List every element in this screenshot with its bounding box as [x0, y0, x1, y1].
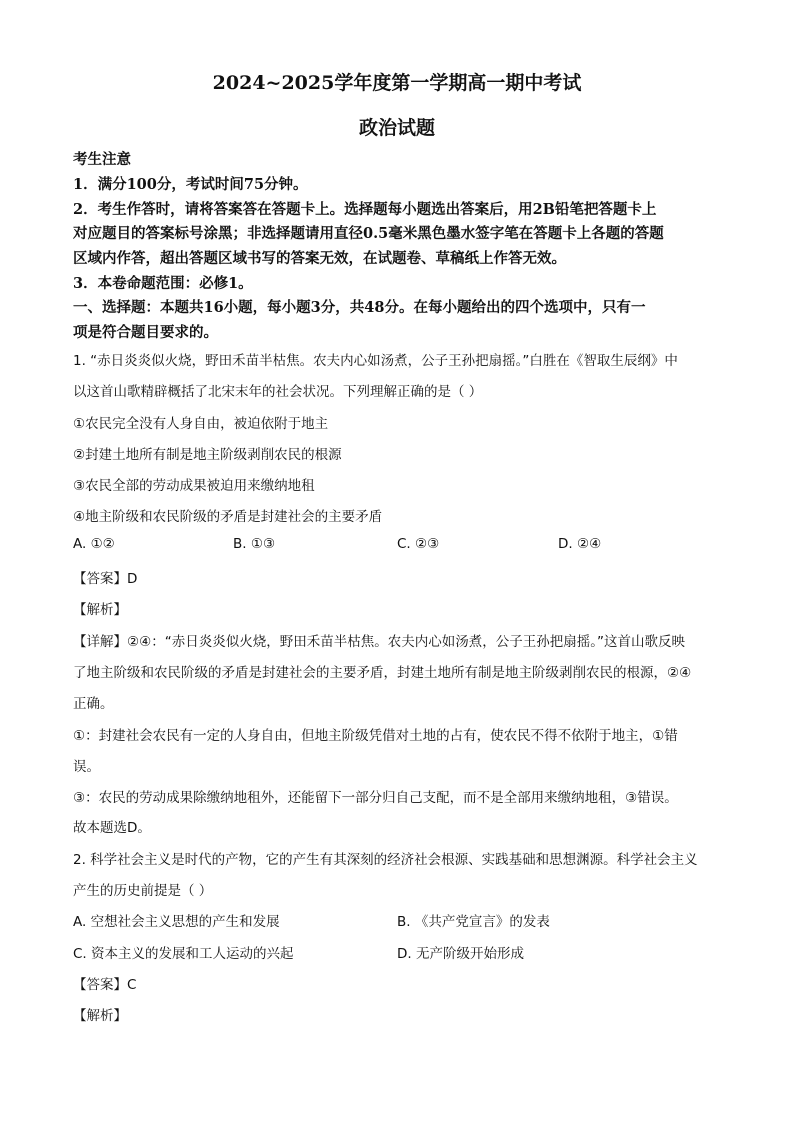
q1-detail-line-3: 正确。: [73, 696, 114, 712]
notice-heading: 考生注意: [73, 151, 131, 168]
q1-answer: 【答案】D: [73, 571, 138, 587]
q2-stem-line-1: 2. 科学社会主义是时代的产物，它的产生有其深刻的经济社会根源、实践基础和思想渊源。科学社会主义: [73, 852, 698, 868]
q1-option-b: B. ①③: [233, 536, 276, 552]
q1-statement-1: ①农民完全没有人身自由，被迫依附于地主: [73, 416, 329, 432]
exam-title: 2024~2025学年度第一学期高一期中考试: [212, 72, 582, 94]
q2-analysis-label: 【解析】: [73, 1008, 127, 1024]
q1-explain-1-line-2: 误。: [73, 759, 100, 775]
notice-item-3: 3．本卷命题范围：必修1。: [73, 275, 253, 292]
q2-option-b: B. 《共产党宣言》的发表: [397, 914, 550, 930]
q2-option-c: C. 资本主义的发展和工人运动的兴起: [73, 946, 294, 962]
notice-item-2-line-2: 对应题目的答案标号涂黑；非选择题请用直径0.5毫米黑色墨水签字笔在答题卡上各题的答题: [73, 225, 664, 242]
q2-option-d: D. 无产阶级开始形成: [397, 946, 524, 962]
q2-option-a: A. 空想社会主义思想的产生和发展: [73, 914, 280, 930]
exam-subtitle: 政治试题: [358, 117, 435, 139]
q1-statement-3: ③农民全部的劳动成果被迫用来缴纳地租: [73, 478, 315, 494]
q1-explain-1-line-1: ①：封建社会农民有一定的人身自由，但地主阶级凭借对土地的占有，使农民不得不依附于地主，①错: [73, 728, 678, 744]
q1-option-a: A. ①②: [73, 536, 115, 552]
q1-explain-3: ③：农民的劳动成果除缴纳地租外，还能留下一部分归自己支配，而不是全部用来缴纳地租，③错误。: [73, 790, 678, 806]
q2-stem-line-2: 产生的历史前提是（ ）: [73, 883, 213, 899]
q1-detail-line-1: 【详解】②④：“赤日炎炎似火烧，野田禾苗半枯焦。农夫内心如汤煮，公子王孙把扇摇。”这首山歌反映: [73, 634, 685, 650]
q1-analysis-label: 【解析】: [73, 602, 127, 618]
notice-item-2-line-3: 区域内作答，超出答题区域书写的答案无效，在试题卷、草稿纸上作答无效。: [73, 250, 566, 267]
q1-option-c: C. ②③: [397, 536, 440, 552]
q1-stem-line-2: 以这首山歌精辟概括了北宋末年的社会状况。下列理解正确的是（ ）: [73, 384, 483, 400]
q1-detail-line-2: 了地主阶级和农民阶级的矛盾是封建社会的主要矛盾，封建土地所有制是地主阶级剥削农民的根源，②④: [73, 665, 692, 681]
q2-answer: 【答案】C: [73, 977, 137, 993]
q1-statement-2: ②封建土地所有制是地主阶级剥削农民的根源: [73, 447, 342, 463]
section-heading-line-1: 一、选择题：本题共16小题，每小题3分，共48分。在每小题给出的四个选项中，只有一: [73, 299, 646, 316]
q1-option-d: D. ②④: [558, 536, 602, 552]
section-heading-line-2: 项是符合题目要求的。: [73, 324, 218, 341]
q1-conclusion: 故本题选D。: [73, 820, 151, 836]
notice-item-1: 1．满分100分，考试时间75分钟。: [73, 176, 308, 193]
q1-stem-line-1: 1. “赤日炎炎似火烧，野田禾苗半枯焦。农夫内心如汤煮，公子王孙把扇摇。”白胜在《智取生辰纲》中: [73, 353, 678, 369]
q1-statement-4: ④地主阶级和农民阶级的矛盾是封建社会的主要矛盾: [73, 509, 383, 525]
notice-item-2-line-1: 2．考生作答时，请将答案答在答题卡上。选择题每小题选出答案后，用2B铅笔把答题卡上: [73, 201, 657, 218]
